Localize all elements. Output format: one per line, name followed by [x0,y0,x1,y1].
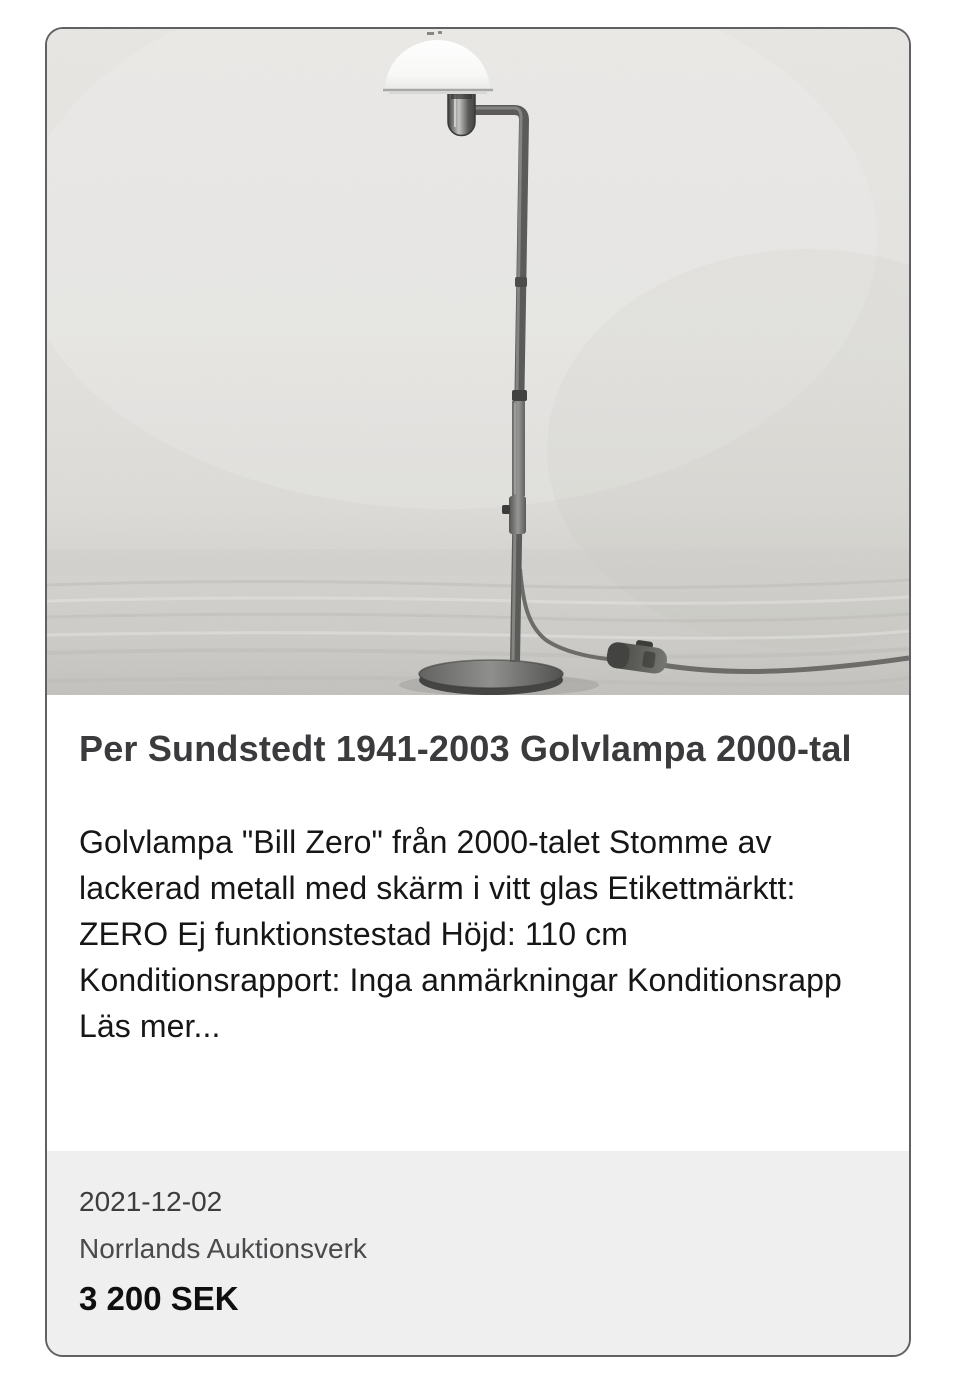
lot-details [47,695,909,1151]
hammer-price: 3 200 SEK [79,1280,239,1317]
auction-lot-card[interactable] [45,27,911,1357]
photo-background [47,29,909,695]
lot-photo[interactable] [47,29,909,695]
read-more-link[interactable]: Läs mer... [79,1008,221,1044]
auction-date: 2021-12-02 [79,1186,223,1217]
lot-description [79,819,877,1049]
lamp-base [419,660,563,695]
auction-house: Norrlands Auktionsverk [79,1233,367,1264]
lot-description-text: Golvlampa "Bill Zero" från 2000-talet Stomme av lackerad metall med skärm i vitt glas Etikettmärktt: ZERO Ej funktionstestad Höjd: 110 cm Konditionsrapport: Inga anmärkningar Konditionsrapp [79,824,842,998]
lot-meta-footer [47,1151,909,1355]
lamp-socket [448,93,475,136]
lot-photo-illustration [47,29,909,695]
lot-title: Per Sundstedt 1941-2003 Golvlampa 2000-tal [79,728,852,769]
